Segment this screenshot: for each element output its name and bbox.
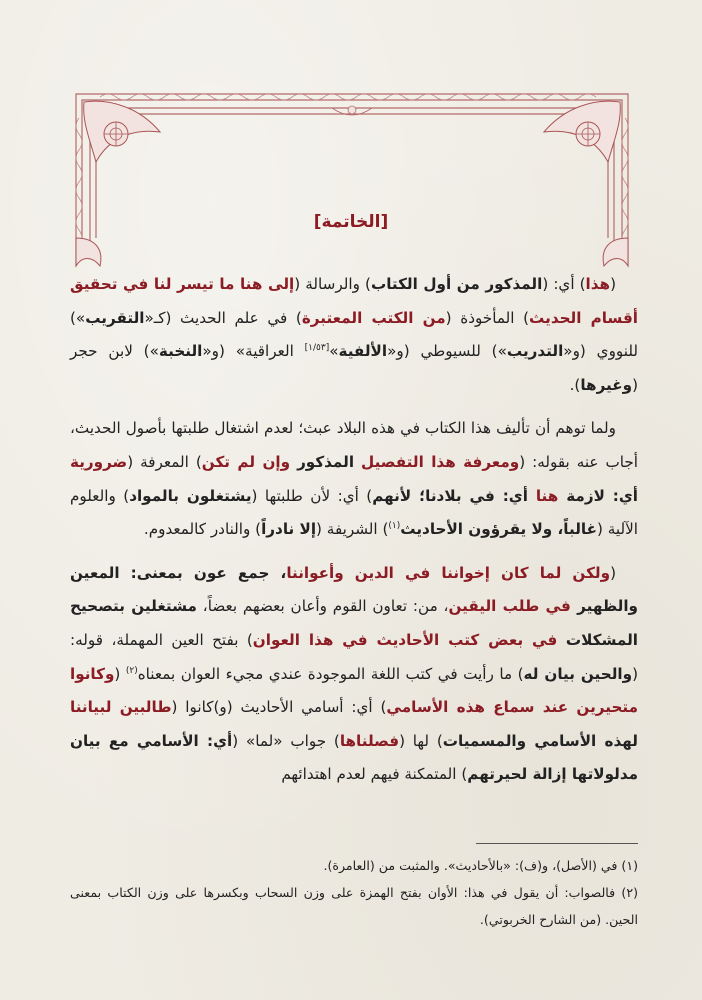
- text-run: العراقية» (و«: [202, 342, 305, 361]
- text-run: ) بفتح العين المهملة، قوله: (: [70, 630, 638, 683]
- text-run: طالبين لبياننا: [70, 698, 172, 717]
- text-run: ) والرسالة (: [294, 275, 371, 293]
- chapter-heading: [الخاتمة]: [313, 212, 389, 232]
- text-run: ) أي: أسامي الأحاديث (و)كانوا (: [171, 698, 387, 717]
- footnote: (٢) فالصواب: أن يقول في هذا: الأوان بفتح الهمزة على وزن السحاب وبكسرها على وزن الكتاب بمعنى الحين. (من الشارح الخربوتي).: [70, 885, 638, 927]
- text-run: من الكتب المعتبرة: [301, 308, 446, 327]
- paragraph: [70, 412, 638, 546]
- ornamental-header-frame: [70, 88, 634, 268]
- text-run: ومعرفة هذا التفصيل: [361, 452, 520, 471]
- text-run: فصلناها: [339, 731, 400, 750]
- text-run: ، من: تعاون القوم وأعان بعضهم بعضاً،: [196, 597, 449, 616]
- text-run: »: [329, 342, 339, 361]
- text-run: [290, 453, 297, 471]
- text-run: وإن لم تكن: [201, 452, 291, 471]
- text-run: ضرورية: [70, 452, 128, 471]
- text-run: ولكن لما كان إخواننا في الدين وأعواننا: [286, 563, 611, 582]
- text-run: ») لابن حجر (: [70, 342, 638, 394]
- text-run: النخبة: [158, 342, 203, 361]
- text-run: مشتغلين بتصحيح المشكلات: [70, 597, 638, 649]
- footnotes: [70, 852, 638, 933]
- text-run: والحين بيان له: [523, 664, 633, 683]
- text-run: ) أي: لأن طلبتها (: [251, 486, 373, 505]
- footnote-divider: [476, 843, 638, 844]
- text-run: التدريب: [506, 342, 564, 361]
- text-run: ) والنادر كالمعدوم.: [143, 520, 262, 539]
- text-run: التقريب: [85, 308, 145, 327]
- text-run: ) المعرفة (: [127, 452, 202, 471]
- text-run: ) ما رأيت في كتب اللغة الموجودة عندي مجيء العوان بمعناه: [137, 664, 524, 683]
- arabesque-ornament-icon: [70, 88, 634, 268]
- paragraph: [70, 557, 638, 792]
- footnote: (١) في (الأصل)، و(ف): «بالأحاديث». والمثبت من (العامرة).: [323, 858, 638, 873]
- text-run: (: [610, 563, 616, 582]
- text-run: ») للنووي (و«: [70, 308, 638, 361]
- text-run: الألفية: [338, 342, 388, 361]
- footnote-marker: (١): [388, 521, 401, 532]
- text-run: ) الشريفة (: [316, 520, 389, 539]
- text-run: ) لها (: [399, 731, 443, 750]
- text-run: في طلب اليقين: [448, 597, 571, 616]
- text-run: ) والعلوم الآلية (: [70, 486, 638, 539]
- text-run: ، جمع عون بمعنى: المعين والظهير: [70, 563, 638, 616]
- text-run: هذا: [585, 275, 611, 293]
- text-run: ») للسيوطي (و«: [387, 342, 507, 361]
- text-run: ) أي: (: [542, 275, 586, 293]
- text-run: في بعض كتب الأحاديث في هذا العوان: [252, 630, 558, 649]
- text-run: ) جواب «لما» (: [232, 731, 340, 750]
- text-run: يشتغلون بالمواد: [129, 486, 252, 505]
- text-run: ) المأخوذة (: [445, 308, 530, 327]
- text-run: ) المتمكنة فيهم لعدم اهتدائهم: [281, 765, 468, 784]
- paragraph: [70, 268, 638, 402]
- text-run: إلى هنا ما تيسر لنا في تحقيق أقسام الحديث: [70, 275, 639, 327]
- text-run: [354, 453, 361, 471]
- text-run: أي: لازمة: [558, 486, 639, 505]
- text-run: المذكور من أول الكتاب: [370, 275, 543, 293]
- text-run: ولما توهم أن تأليف هذا الكتاب في هذه البلاد عبث؛ لعدم اشتغال طلبتها بأصول الحديث، أجاب عنه بقوله: (: [70, 419, 639, 471]
- text-run: هنا: [535, 486, 559, 505]
- text-run: ).: [569, 375, 581, 394]
- text-run: غالباً، ولا يقرؤون الأحاديث: [400, 520, 597, 539]
- text-run: (: [610, 275, 616, 293]
- text-run: إلا نادراً: [261, 520, 317, 539]
- text-run: أي: الأسامي مع بيان مدلولاتها إزالة لحيرتهم: [70, 731, 638, 784]
- footnote-marker: (٢): [125, 665, 138, 676]
- main-text: [70, 268, 638, 792]
- text-run: أي: في بلادنا؛ لأنهم: [372, 486, 536, 505]
- text-run: المذكور: [297, 452, 355, 471]
- text-run: ) في علم الحديث (كـ«: [144, 308, 302, 327]
- text-run: (: [114, 664, 126, 683]
- text-run: [557, 631, 565, 649]
- text-run: وكانوا متحيرين عند سماع هذه الأسامي: [70, 664, 638, 717]
- text-run: لهذه الأسامي والمسميات: [442, 731, 638, 750]
- text-run: وغيرها: [580, 375, 633, 394]
- footnote-marker: [١/٥٣]: [304, 343, 330, 354]
